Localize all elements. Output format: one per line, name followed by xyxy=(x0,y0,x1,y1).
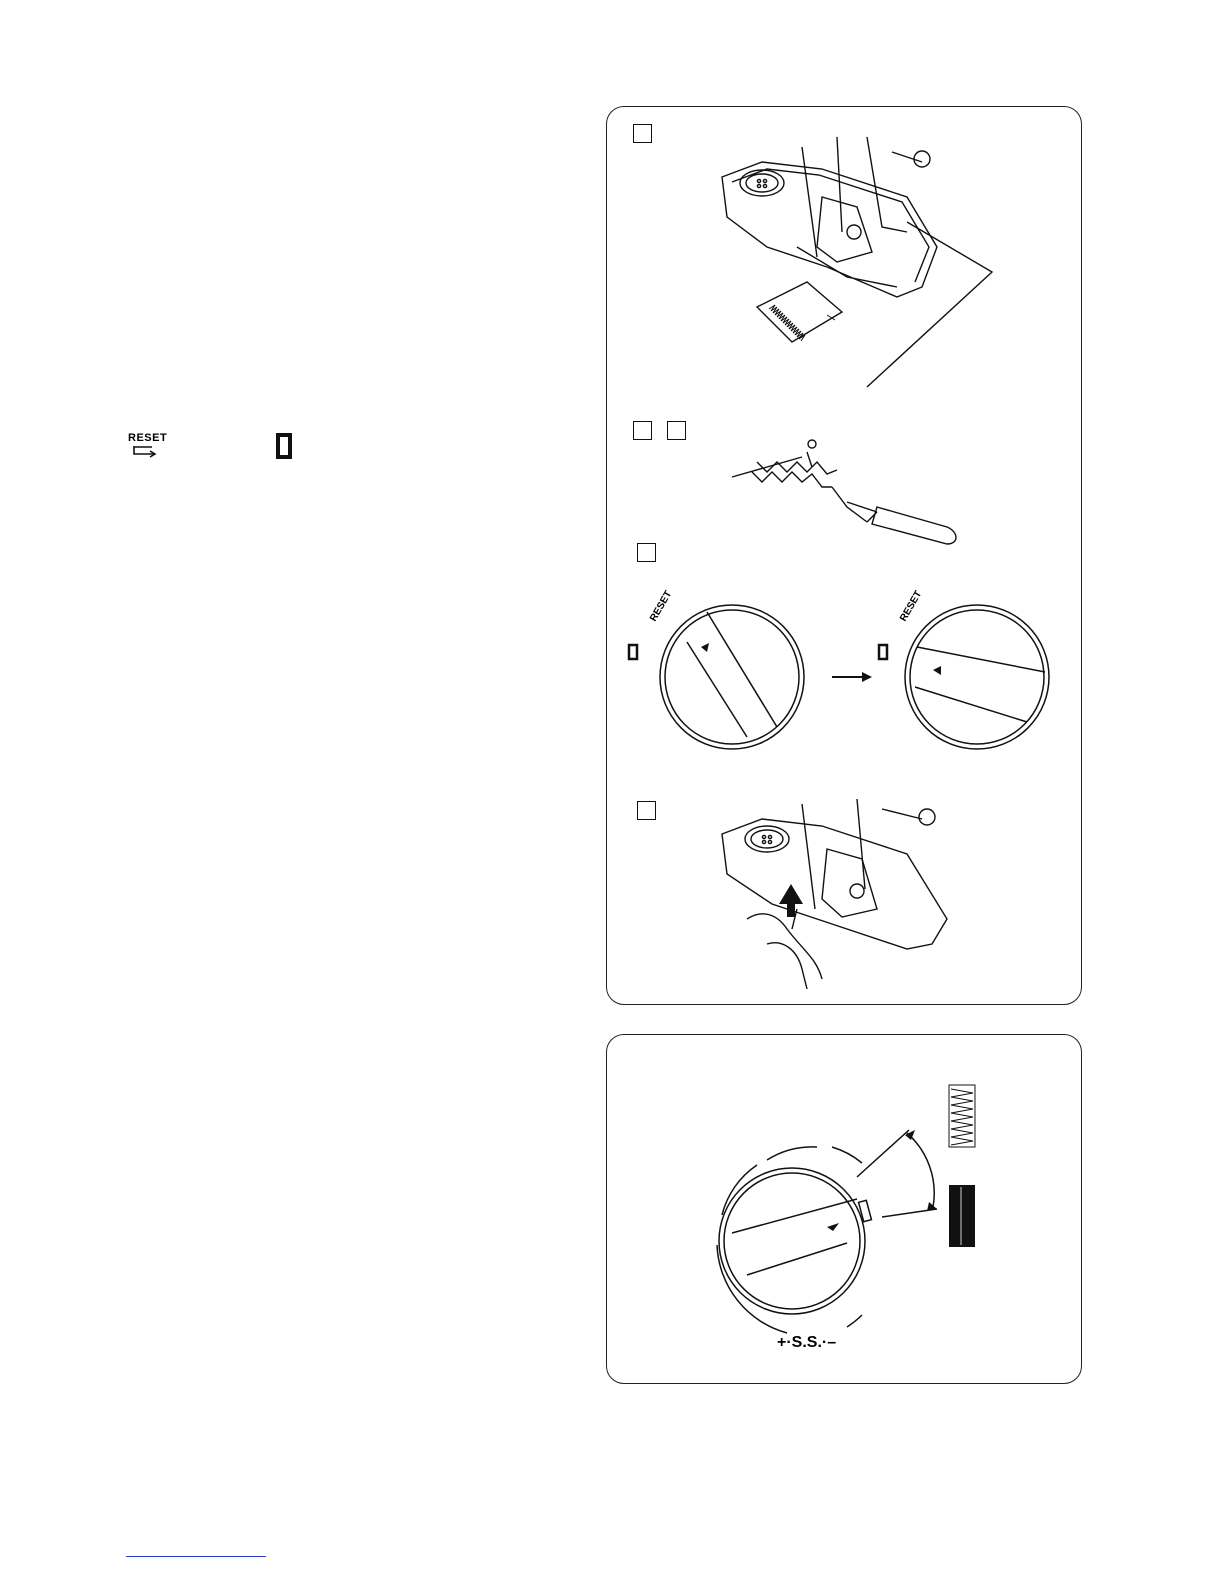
buttonhole-foot-illustration xyxy=(707,137,1007,387)
buttonhole-icon xyxy=(276,433,292,459)
footer-link-underline[interactable] xyxy=(126,1556,266,1557)
buttonhole-lever-illustration xyxy=(707,799,1007,999)
step-box-4 xyxy=(637,543,656,562)
reset-icon xyxy=(128,433,174,463)
dial-reset-illustration xyxy=(617,587,1067,767)
dial-scale-label: +·S.S.·– xyxy=(777,1334,837,1351)
seam-ripper-illustration xyxy=(727,432,977,547)
reset-arrow-icon xyxy=(128,444,168,460)
step-box-5 xyxy=(637,801,656,820)
figure-panel-top xyxy=(606,106,1082,1005)
dial-left-reset-label: RESET xyxy=(648,589,675,624)
step-box-1 xyxy=(633,124,652,143)
step-box-2 xyxy=(633,421,652,440)
stitch-density-dial-illustration xyxy=(697,1075,1017,1375)
reset-icon-label: RESET xyxy=(128,432,168,444)
figure-panel-bottom xyxy=(606,1034,1082,1384)
step-box-3 xyxy=(667,421,686,440)
dial-right-reset-label: RESET xyxy=(898,589,925,624)
